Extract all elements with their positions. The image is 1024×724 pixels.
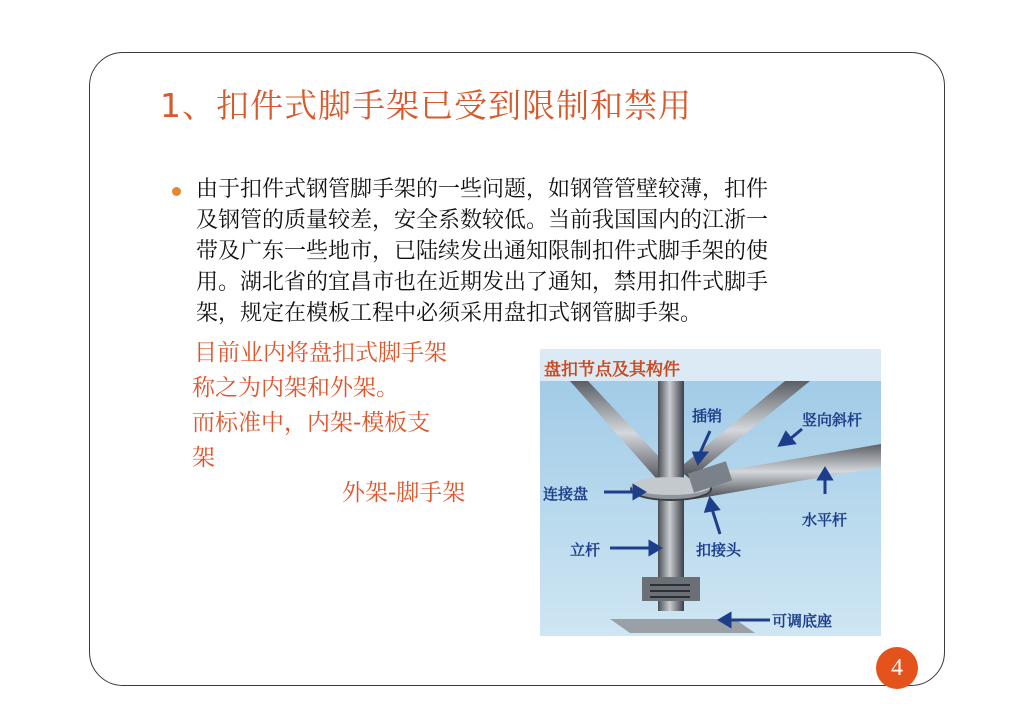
slide-title: 1、扣件式脚手架已受到限制和禁用 xyxy=(160,86,692,125)
body-line: 架，规定在模板工程中必须采用盘扣式钢管脚手架。 xyxy=(196,301,703,326)
body-line: 带及广东一些地市，已陆续发出通知限制扣件式脚手架的使 xyxy=(196,239,769,264)
label-connection-disc: 连接盘 xyxy=(543,485,589,503)
label-adjustable-base: 可调底座 xyxy=(772,612,833,630)
note-line: 称之为内架和外架。 xyxy=(192,375,399,401)
note-text xyxy=(192,336,465,511)
note-line: 目前业内将盘扣式脚手架 xyxy=(194,340,447,366)
diagram-title: 盘扣节点及其构件 xyxy=(544,360,680,380)
note-line: 外架-脚手架 xyxy=(342,480,466,506)
label-coupler-head: 扣接头 xyxy=(696,541,742,559)
body-line: 由于扣件式钢管脚手架的一些问题，如钢管管壁较薄，扣件 xyxy=(196,177,769,202)
body-paragraph xyxy=(196,174,896,329)
label-horizontal-bar: 水平杆 xyxy=(802,511,848,529)
body-line: 用。湖北省的宜昌市也在近期发出了通知，禁用扣件式脚手 xyxy=(196,270,769,295)
scaffold-drawing xyxy=(540,349,881,636)
label-diagonal-bar: 竖向斜杆 xyxy=(802,411,863,429)
note-line: 而标准中，内架-模板支 xyxy=(192,410,431,436)
page-number-badge: 4 xyxy=(876,647,918,689)
label-pin: 插销 xyxy=(692,407,723,425)
bullet-dot xyxy=(172,187,181,196)
label-upright: 立杆 xyxy=(570,541,601,559)
scaffold-node-diagram xyxy=(540,349,881,636)
body-line: 及钢管的质量较差，安全系数较低。当前我国国内的江浙一 xyxy=(196,208,769,233)
note-line: 架 xyxy=(192,445,215,471)
